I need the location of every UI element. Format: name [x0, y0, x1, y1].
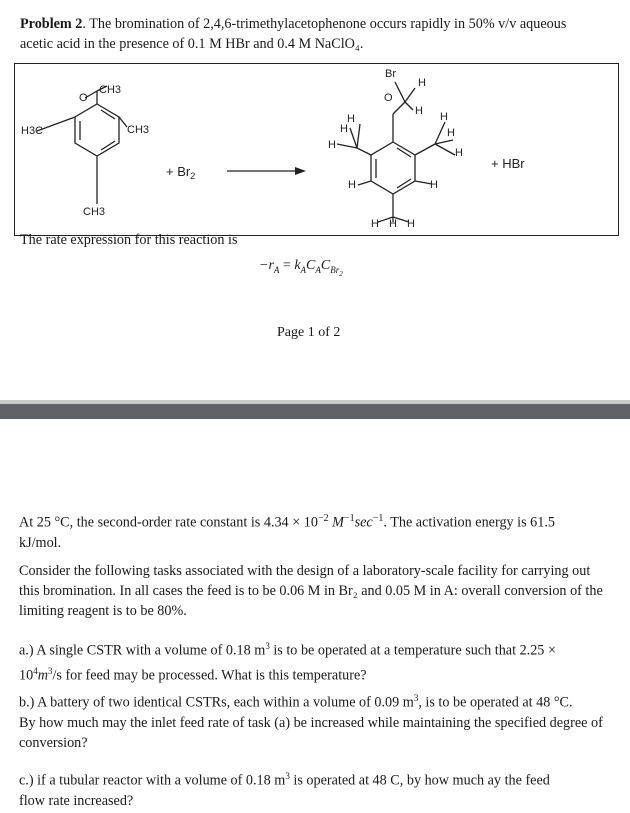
- question-a: a.) A single CSTR with a volume of 0.18 $m^3$ is to be operated at a temperature such that 2.25 × $10^4m^3/s$ for feed may be processed. What is this temperature?: [19, 641, 556, 684]
- reactant-ch3-bottom: CH3: [83, 206, 106, 218]
- product-h: H: [440, 111, 448, 123]
- reaction-scheme: [14, 63, 619, 236]
- product-h: H: [371, 218, 379, 230]
- product-ring: [371, 142, 415, 194]
- problem-label: Problem 2: [20, 16, 83, 32]
- question-b: b.) A battery of two identical CSTRs, each within a volume of 0.09 $m^3$, is to be operated at 48 °C. By how much may the inlet feed rate of task (a) be increased while maintaining the specified degree of conversion?: [19, 693, 603, 751]
- product-h: H: [328, 139, 336, 151]
- product-h: H: [455, 147, 463, 159]
- product-o: O: [384, 92, 393, 104]
- product-h: H: [340, 123, 348, 135]
- product-h: H: [348, 179, 356, 191]
- problem-statement-line1: [20, 14, 566, 34]
- reactant-ch3-right: CH3: [127, 124, 150, 136]
- reactant-h3c: H3C: [21, 125, 44, 137]
- design-tasks-paragraph: Consider the following tasks associated with the design of a laboratory-scale facility for carrying out this bromination. In all cases the feed is to be 0.06 M in Br₂ and 0.05 M in A: overall conversion of the limiting reagent is to be 80%.: [19, 563, 603, 619]
- product-br: Br: [385, 68, 396, 80]
- product-h: H: [407, 218, 415, 230]
- reactant-o: O: [79, 92, 88, 104]
- plus-br2: + $Br_2$: [166, 164, 196, 181]
- problem-statement-line2: acetic acid in the presence of 0.1 M HBr and 0.4 M NaClO₄.: [20, 36, 364, 52]
- reactant-ring: [75, 104, 119, 156]
- product-h: H: [347, 113, 355, 125]
- reaction-scheme-drawing: [15, 64, 618, 235]
- product-h: H: [430, 179, 438, 191]
- rate-expression: $-r_A = k_AC_AC_{Br_2}$: [259, 258, 343, 278]
- product-h: H: [447, 127, 455, 139]
- product-h: H: [418, 77, 426, 89]
- problem-text-1: . The bromination of 2,4,6-trimethylacetophenone occurs rapidly in 50% v/v aqueous: [82, 16, 567, 32]
- page-number: Page 1 of 2: [277, 325, 341, 340]
- product-h: H: [415, 105, 423, 117]
- page-separator: [0, 404, 630, 419]
- reactant-ch3-top: CH3: [99, 84, 122, 96]
- rate-constant-paragraph: At 25 °C, the second-order rate constant is $4.34 \times 10^{-2}$ $M^{-1}\sec^{-1}$. The activation energy is 61.5 kJ/mol.: [19, 513, 556, 551]
- product-h: H: [389, 218, 397, 230]
- plus-hbr: + HBr: [491, 156, 525, 171]
- rate-intro: The rate expression for this reaction is: [20, 232, 238, 248]
- question-c: c.) if a tubular reactor with a volume of 0.18 $m^3$ is operated at 48 C, by how much ay the feed flow rate increased?: [19, 771, 550, 809]
